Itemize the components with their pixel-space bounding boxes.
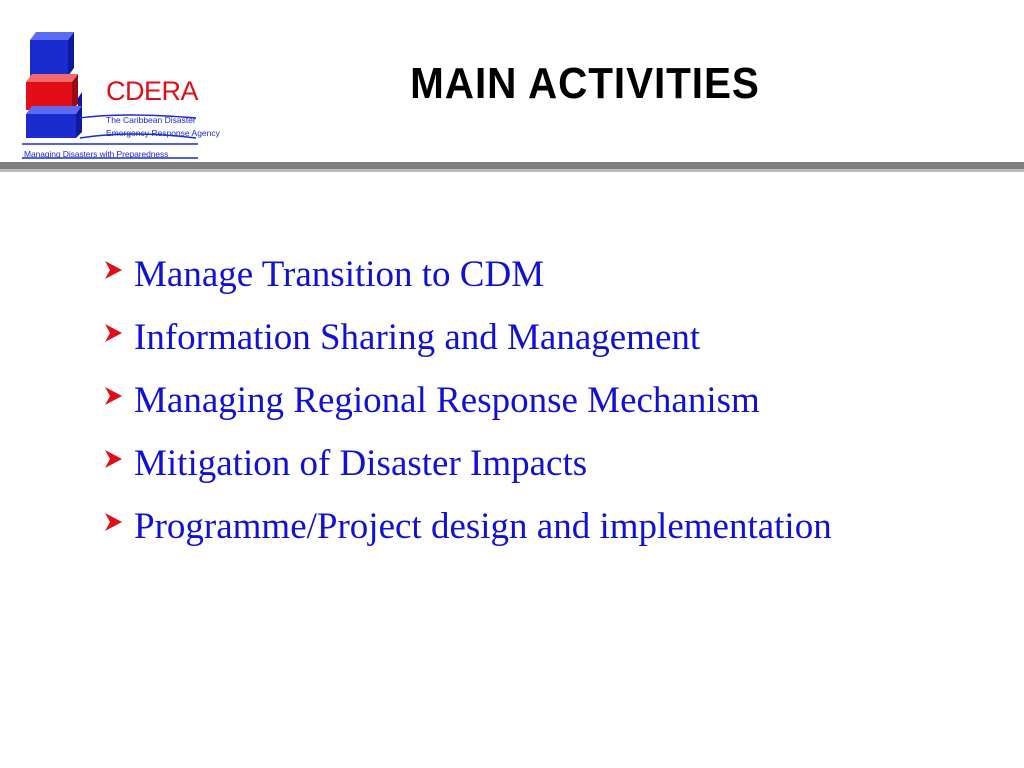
bullet-text: Manage Transition to CDM [134, 254, 545, 295]
bullet-text: Managing Regional Response Mechanism [134, 380, 760, 421]
logo-tagline: Managing Disasters with Preparedness [24, 149, 169, 159]
list-item [102, 252, 962, 297]
cdera-logo [22, 26, 220, 162]
arrow-right-icon [102, 258, 126, 282]
logo-subtitle-line1: The Caribbean Disaster [106, 115, 196, 125]
arrow-right-icon [102, 510, 126, 534]
list-item [102, 378, 962, 423]
list-item [102, 441, 962, 486]
bullet-list [102, 252, 962, 567]
logo-name: CDERA [106, 76, 199, 106]
bullet-text: Programme/Project design and implementation [134, 506, 832, 547]
header-divider-shadow [0, 169, 1024, 172]
bullet-text: Mitigation of Disaster Impacts [134, 443, 588, 484]
arrow-right-icon [102, 447, 126, 471]
list-item [102, 315, 962, 360]
header-divider [0, 162, 1024, 169]
arrow-right-icon [102, 321, 126, 345]
list-item [102, 504, 962, 549]
logo-subtitle-line2: Emergency Response Agency [106, 128, 220, 138]
arrow-right-icon [102, 384, 126, 408]
slide-title: MAIN ACTIVITIES [410, 59, 760, 108]
bullet-text: Information Sharing and Management [134, 317, 701, 358]
